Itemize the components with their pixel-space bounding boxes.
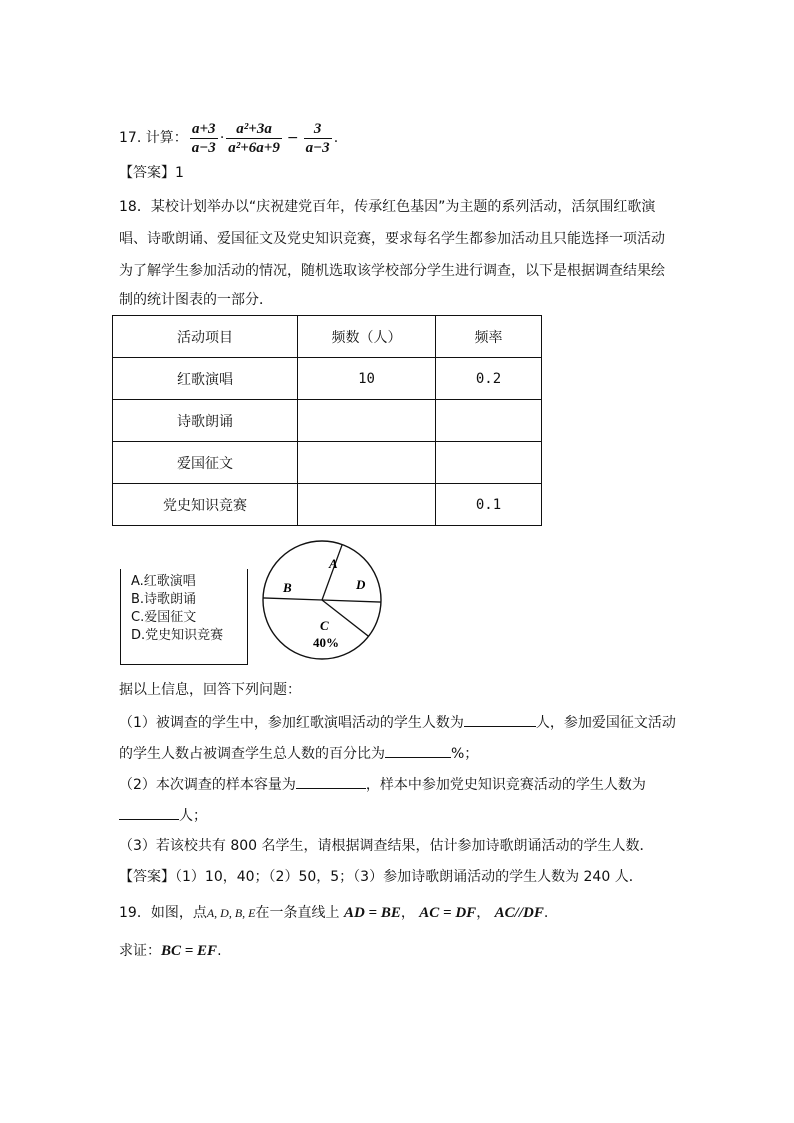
- table-cell: [436, 400, 542, 442]
- q19-prove-statement: BC = EF: [161, 943, 218, 959]
- q19-points: A, D, B, E: [206, 906, 256, 920]
- q17-fraction-3: $\frac{3}{a-3}$: [305, 120, 330, 156]
- table-cell: [298, 484, 436, 526]
- table-header: 频数（人）: [298, 316, 436, 358]
- table-cell: [298, 400, 436, 442]
- q19-stem: 19．如图，点A, D, B, E在一条直线上 AD = BE， AC = DF， AC//DF.: [119, 905, 549, 921]
- table-header: 频率: [436, 316, 542, 358]
- q18-intro-line-2: 唱、诗歌朗诵、爱国征文及党史知识竞赛，要求每名学生都参加活动且只能选择一项活动: [119, 231, 665, 247]
- answer-blank[interactable]: [464, 712, 536, 727]
- pie-chart: [258, 536, 388, 666]
- legend-item: C.爱国征文: [131, 610, 197, 625]
- q18-sub3: （3）若该校共有 800 名学生，请根据调查结果，估计参加诗歌朗诵活动的学生人数．: [119, 838, 654, 854]
- q18-answer: [119, 867, 643, 887]
- q18-sub1-line-2: 的学生人数占被调查学生总人数的百分比为 %；: [119, 743, 478, 764]
- q17-answer: [119, 163, 184, 183]
- q17-label: 17. 计算：: [119, 130, 188, 146]
- frequency-table: [112, 315, 542, 526]
- table-header-row: [113, 316, 542, 358]
- table-cell: 诗歌朗诵: [113, 400, 298, 442]
- table-cell: 爱国征文: [113, 442, 298, 484]
- pie-slice-boundary: [263, 598, 322, 600]
- q18-intro-line-3: 为了解学生参加活动的情况，随机选取该学校部分学生进行调查，以下是根据调查结果绘: [119, 263, 665, 279]
- table-cell: 红歌演唱: [113, 358, 298, 400]
- q18-sub2-line-2: 人；: [119, 805, 207, 826]
- q17-end: .: [333, 130, 339, 146]
- q17-line: [119, 118, 338, 158]
- q19-condition-1: AD = BE: [343, 905, 401, 921]
- pie-slice-boundary: [322, 545, 342, 600]
- legend-item: D.党史知识竞赛: [131, 628, 224, 643]
- q17-minus: −: [286, 130, 299, 146]
- table-header: 活动项目: [113, 316, 298, 358]
- pie-slice-boundary: [322, 600, 381, 602]
- q17-dot: ·: [219, 130, 225, 146]
- answer-tag: 【答案】: [119, 869, 175, 885]
- pie-label-a: A: [329, 556, 338, 571]
- answer-blank[interactable]: [296, 774, 366, 789]
- table-row: [113, 442, 542, 484]
- table-row: [113, 484, 542, 526]
- table-row: [113, 400, 542, 442]
- q18-sub1-line-1: （1）被调查的学生中，参加红歌演唱活动的学生人数为 人，参加爱国征文活动: [119, 712, 676, 733]
- q17-fraction-2: $\frac{\text{a²+3a}}{\text{a²+6a+9}}$: [228, 120, 280, 156]
- table-cell: 0.1: [436, 484, 542, 526]
- q17-fraction-1: $\frac{a+3}{a-3}$: [191, 120, 216, 156]
- table-cell: 0.2: [436, 358, 542, 400]
- answer-tag: 【答案】: [119, 165, 175, 181]
- q17-answer-value: 1: [175, 165, 184, 181]
- q19-prove: 求证：BC = EF.: [119, 943, 222, 959]
- q18-intro-line-1: 18．某校计划举办以“庆祝建党百年，传承红色基因”为主题的系列活动，活氛围红歌演: [119, 199, 656, 215]
- q18-prompt: 据以上信息，回答下列问题：: [119, 682, 301, 698]
- table-cell: 10: [298, 358, 436, 400]
- q18-intro-line-4: 制的统计图表的一部分．: [119, 292, 273, 308]
- table-cell: [436, 442, 542, 484]
- pie-label-c-percent: 40%: [313, 635, 339, 650]
- pie-label-c: C: [320, 618, 329, 633]
- pie-label-d: D: [356, 577, 366, 592]
- answer-blank[interactable]: [385, 743, 451, 758]
- answer-blank[interactable]: [119, 805, 179, 820]
- pie-slice-boundary: [322, 600, 368, 636]
- legend-item: A.红歌演唱: [131, 574, 196, 589]
- q19-condition-2: AC = DF: [419, 905, 477, 921]
- table-row: [113, 358, 542, 400]
- q19-condition-3: AC//DF: [494, 905, 544, 921]
- pie-legend: [120, 569, 248, 665]
- legend-item: B.诗歌朗诵: [131, 592, 197, 607]
- table-cell: [298, 442, 436, 484]
- pie-label-b: B: [283, 580, 292, 595]
- table-cell: 党史知识竞赛: [113, 484, 298, 526]
- q18-sub2-line-1: （2）本次调查的样本容量为 ，样本中参加党史知识竞赛活动的学生人数为: [119, 774, 646, 795]
- q18-answer-value: （1）10，40；（2）50，5；（3）参加诗歌朗诵活动的学生人数为 240 人．: [175, 869, 643, 885]
